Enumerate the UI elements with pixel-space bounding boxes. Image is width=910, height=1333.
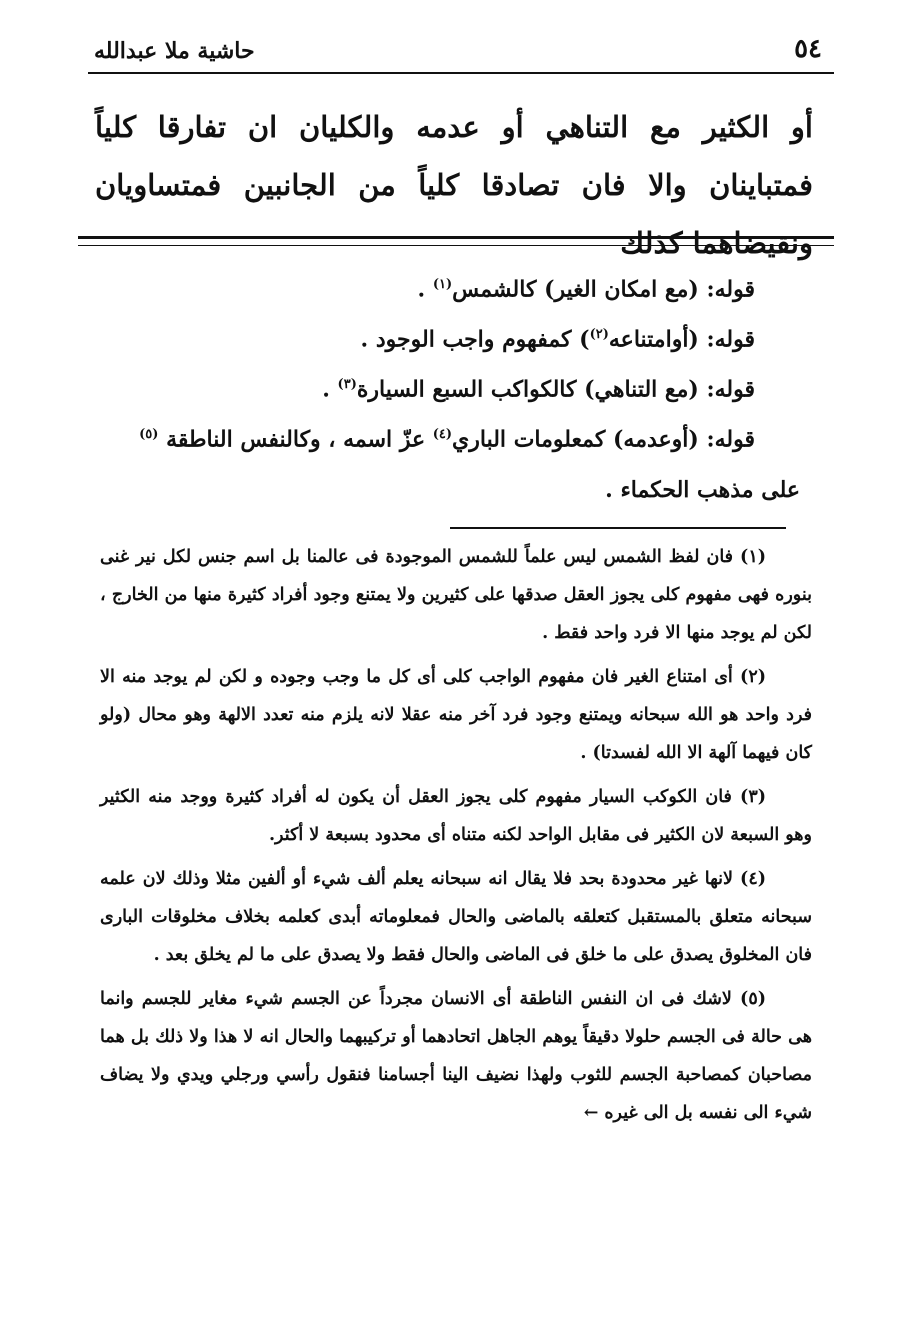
footnote-separator — [450, 527, 786, 529]
gloss-line: قوله: (أوامتناعه$^{(٢)}$) كمفهوم واجب الوجود . — [360, 326, 755, 353]
commentary-glosses — [100, 260, 800, 516]
page-header — [88, 32, 834, 74]
gloss-line: قوله: (أوعدمه) كمعلومات الباري$^{(٤)}$ عزّ اسمه ، وكالنفس الناطقة $^{(٥)}$ — [139, 426, 755, 453]
footnote-5-text: (٥) لاشك فى ان النفس الناطقة أى الانسان مجرداً عن الجسم شيء مغاير للجسم وانما هى حالة فى الجسم حلولا دقيقاً يوهم الجاهل اتحادهما أو تركيبهما والحال انه لا هذا ولا ذلك بل هما مصاحبان كمصاحبة الجسم للثوب ولهذا نضيف الينا أجسامنا فنقول رأسي ورجلي ويدي ولا يضاف شيء الى نفسه بل الى غيره — [100, 989, 812, 1123]
footnote-marker: (٥) — [139, 427, 159, 442]
footnote-1: (١) فان لفظ الشمس ليس علماً للشمس الموجودة فى عالمنا بل اسم جنس لكل نير غنى بنوره فهى مفهوم كلى يجوز العقل صدقها على كثيرين ولا يمتنع وجود أفراد كثيرة منها من الخارج ، لكن لم يوجد منها الا فرد واحد فقط . — [100, 547, 812, 643]
main-text: أو الكثير مع التناهي أو عدمه والكليان ان تفارقا كلياً فمتباينان والا فان تصادقا كلياً من الجانبين فمتساويان ونقيضاهما كذلك — [95, 110, 813, 260]
footnote-marker: (٤) — [432, 427, 453, 442]
footnote-3: (٣) فان الكوكب السيار مفهوم كلى يجوز العقل أن يكون له أفراد كثيرة ووجد منه الكثير وهو السبعة لان الكثير فى مقابل الواحد لكنه متناه أى محدود بسبعة لا أكثر. — [100, 787, 812, 845]
section-divider — [78, 236, 834, 246]
gloss-continuation: على مذهب الحكماء . — [605, 477, 800, 503]
page-number: ٥٤ — [794, 34, 822, 64]
running-title: حاشية ملا عبدالله — [94, 38, 255, 64]
gloss-line: قوله: (مع امكان الغير) كالشمس$^{(١)}$ . — [417, 276, 755, 303]
footnote-marker: (٣) — [337, 377, 357, 392]
footnote-2: (٢) أى امتناع الغير فان مفهوم الواجب كلى أى كل ما وجب وجوده و لكن لم يوجد منه الا فرد واحد هو الله سبحانه ويمتنع وجود فرد آخر منه عقلا لانه يلزم منه تعدد الالهة وهو محال (ولو كان فيهما آلهة الا الله لفسدتا) . — [100, 667, 812, 763]
footnote-marker: (١) — [432, 277, 453, 292]
continuation-arrow-icon: ← — [583, 1103, 599, 1123]
footnote-marker: (٢) — [589, 327, 609, 342]
gloss-line: قوله: (مع التناهي) كالكواكب السبع السيارة$^{(٣)}$ . — [322, 376, 755, 403]
footnote-4: (٤) لانها غير محدودة بحد فلا يقال انه سبحانه يعلم ألف شيء أو ألفين مثلا وذلك لان علمه سبحانه متعلق بالمستقبل كتعلقه بالماضى والحال فمعلوماته أبدى كعلمه بخلاف مخلوقات البارى فان المخلوق يصدق على ما خلق فى الماضى والحال فقط ولا يصدق على ما لم يخلق بعد . — [100, 869, 812, 965]
footnotes — [100, 538, 812, 1138]
footnote-5 — [100, 980, 812, 1132]
